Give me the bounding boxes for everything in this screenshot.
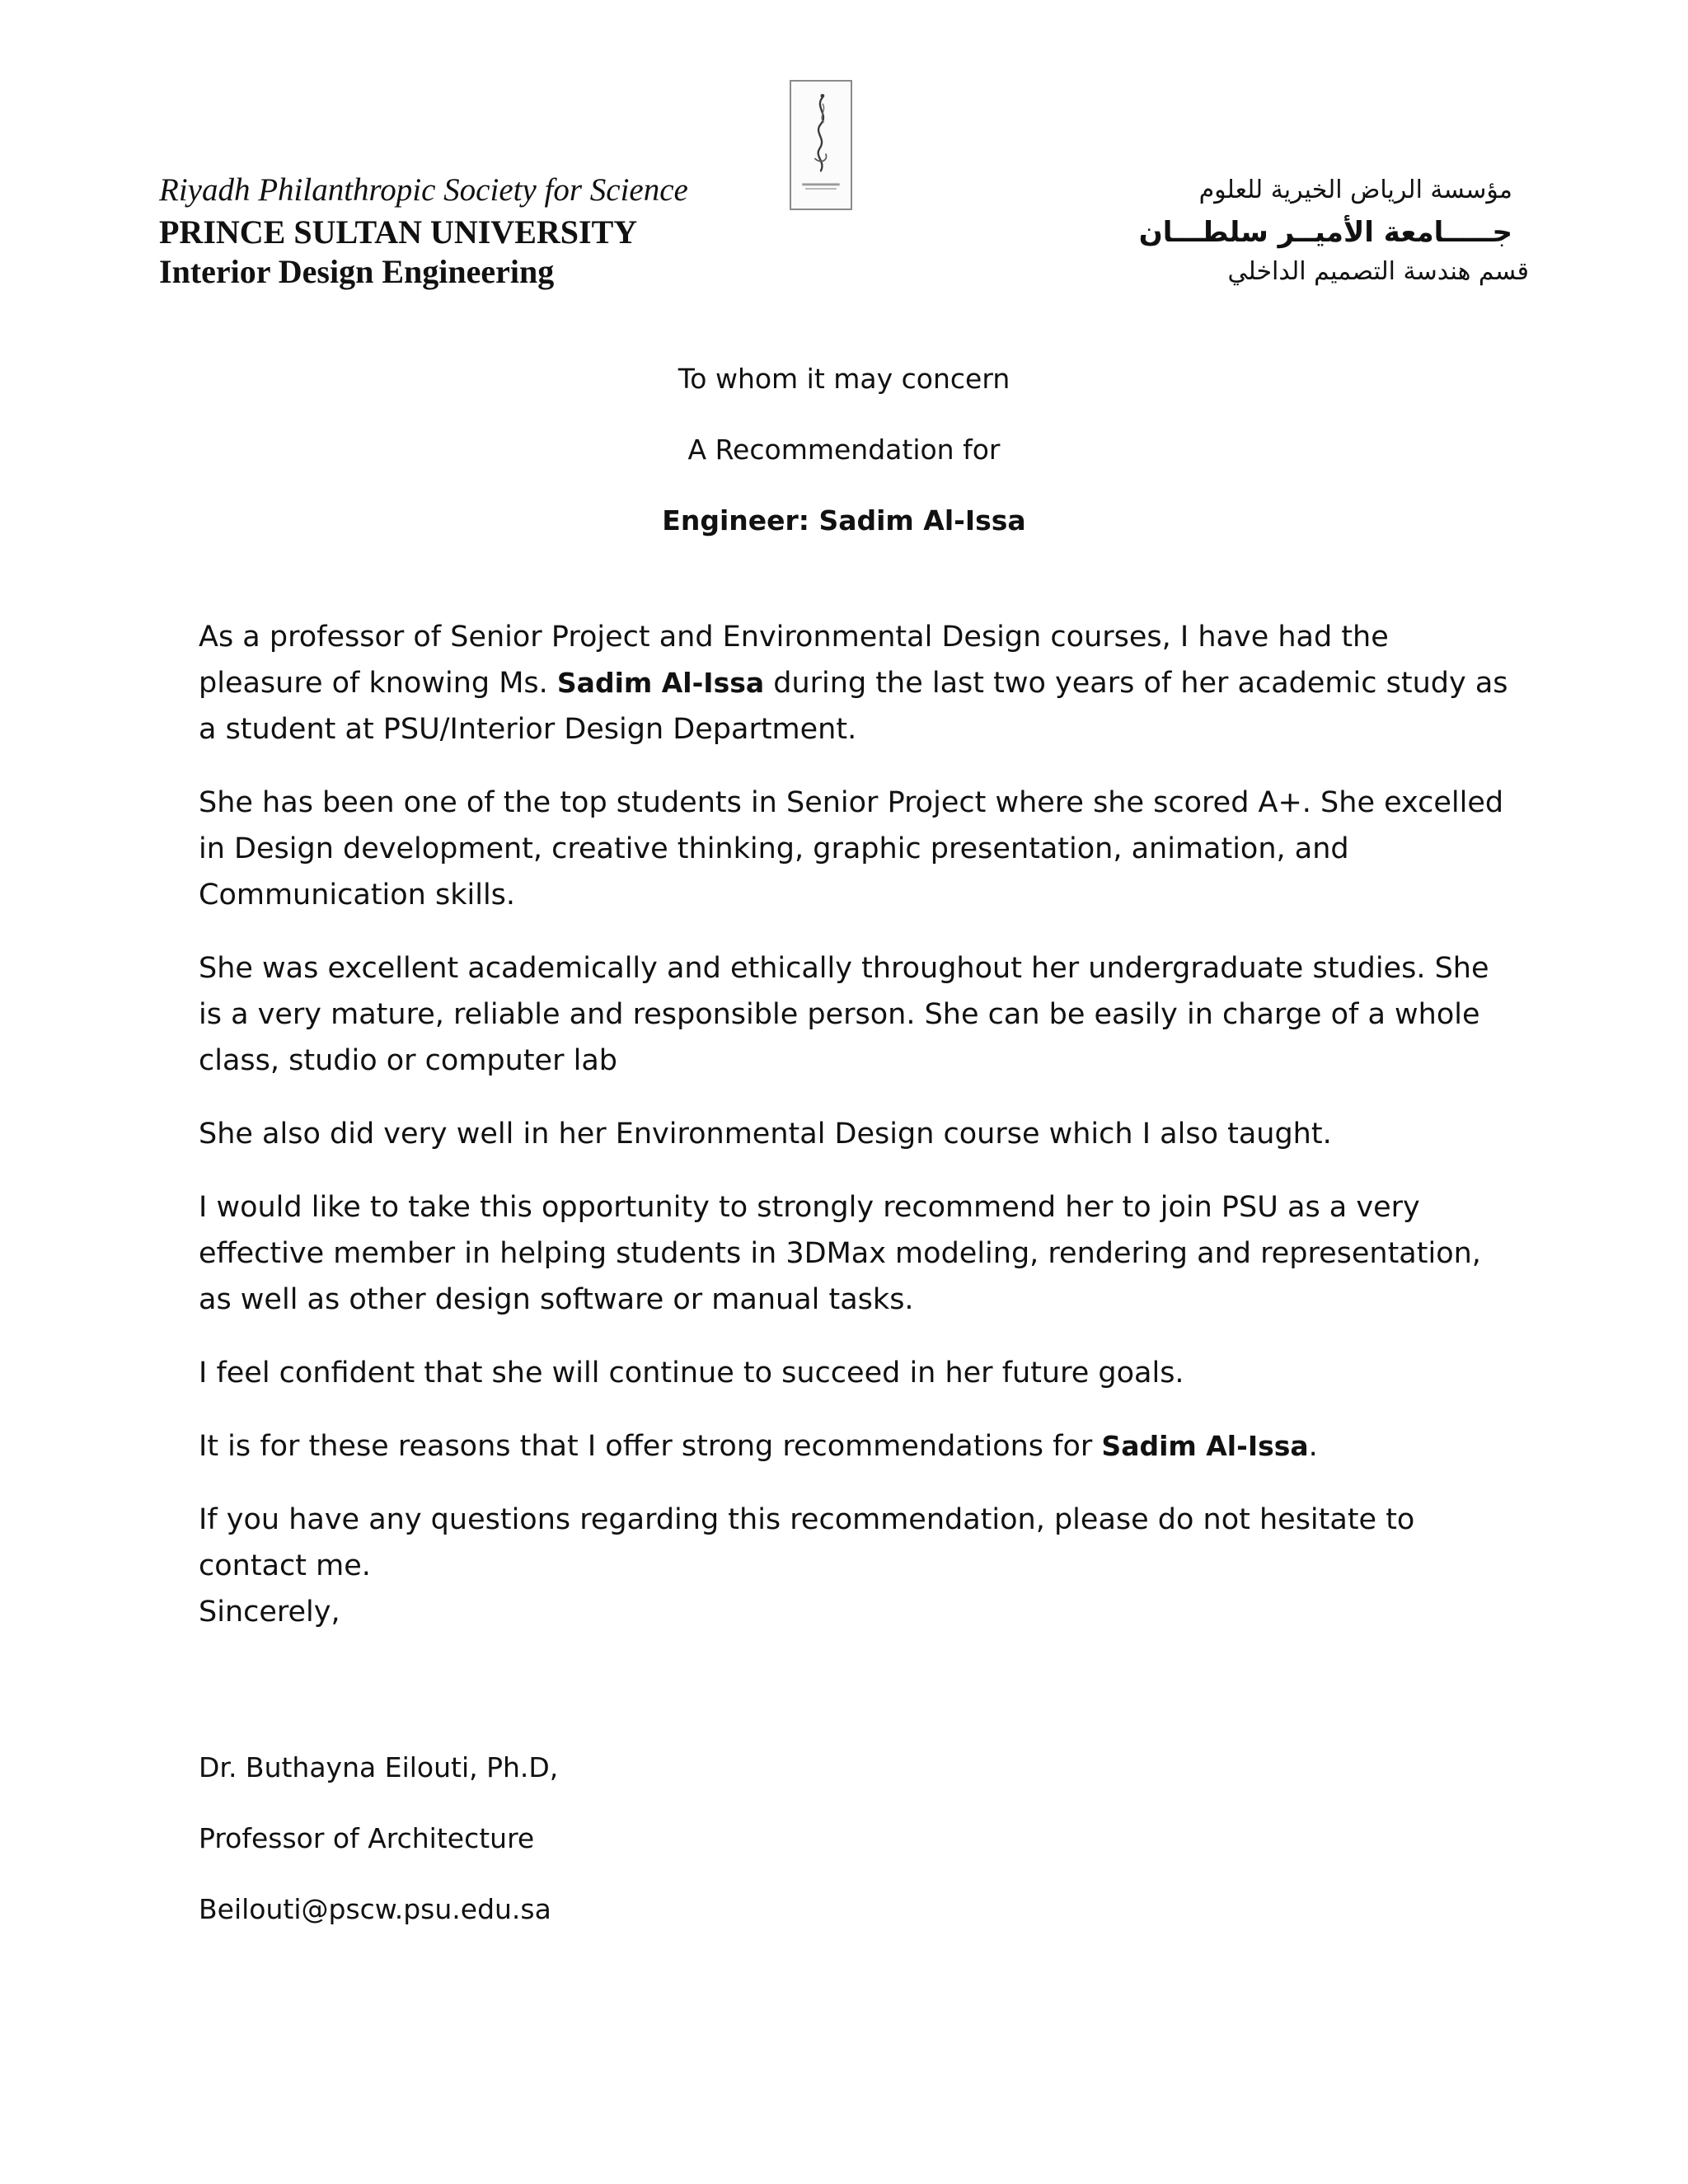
paragraph-7-end: .: [1308, 1430, 1318, 1463]
paragraph-7-start: It is for these reasons that I offer strong recommendations for: [199, 1430, 1102, 1463]
signature-title: Professor of Architecture: [199, 1822, 535, 1854]
header-english: [159, 169, 688, 291]
society-name-arabic: مؤسسة الرياض الخيرية للعلوم: [1198, 176, 1512, 204]
closing: Sincerely,: [199, 1596, 340, 1629]
letter-body: [199, 614, 1517, 1635]
candidate-name: Sadim Al-Issa: [1101, 1430, 1309, 1462]
department-name: Interior Design Engineering: [159, 253, 555, 290]
society-name: Riyadh Philanthropic Society for Science: [159, 172, 688, 208]
signature-name: Dr. Buthayna Eilouti, Ph.D,: [199, 1751, 559, 1783]
paragraph-6: I feel confident that she will continue to succeed in her future goals.: [199, 1357, 1184, 1390]
paragraph-8: If you have any questions regarding this recommendation, please do not hesitate to contact me.: [199, 1503, 1415, 1582]
university-logo-icon: [790, 80, 852, 210]
subject-line: A Recommendation for: [687, 434, 1001, 466]
paragraph-1-end: during the last two years of her academic study as a student at PSU/Interior Design Department.: [199, 667, 1508, 746]
candidate-line: Engineer: Sadim Al-Issa: [662, 504, 1026, 537]
department-name-arabic: قسم هندسة التصميم الداخلي: [1227, 257, 1529, 286]
university-name-arabic: جـــــامعة الأميــر سلطـــان: [1138, 216, 1512, 249]
paragraph-3: She was excellent academically and ethically throughout her undergraduate studies. She is a very mature, reliable and responsible person. She can be easily in charge of a whole class, studio or computer lab: [199, 952, 1489, 1077]
paragraph-1: [199, 614, 1517, 752]
paragraph-5: I would like to take this opportunity to strongly recommend her to join PSU as a very effective member in helping students in 3DMax modeling, rendering and representation, as well as other design software or manual tasks.: [199, 1191, 1481, 1316]
signature-email: Beilouti@pscw.psu.edu.sa: [199, 1893, 551, 1925]
salutation-line: To whom it may concern: [678, 363, 1010, 395]
header-arabic: [1018, 169, 1529, 291]
paragraph-2: She has been one of the top students in Senior Project where she scored A+. She excelled in Design development, creative thinking, graphic presentation, animation, and Communication skills.: [199, 786, 1504, 912]
candidate-name: Sadim Al-Issa: [556, 667, 765, 699]
university-name: PRINCE SULTAN UNIVERSITY: [159, 213, 638, 251]
paragraph-1-start: As a professor of Senior Project and Environmental Design courses, I have had the pleasure of knowing Ms.: [199, 621, 1389, 700]
paragraph-7: [199, 1423, 1517, 1469]
paragraph-4: She also did very well in her Environmental Design course which I also taught.: [199, 1118, 1332, 1151]
